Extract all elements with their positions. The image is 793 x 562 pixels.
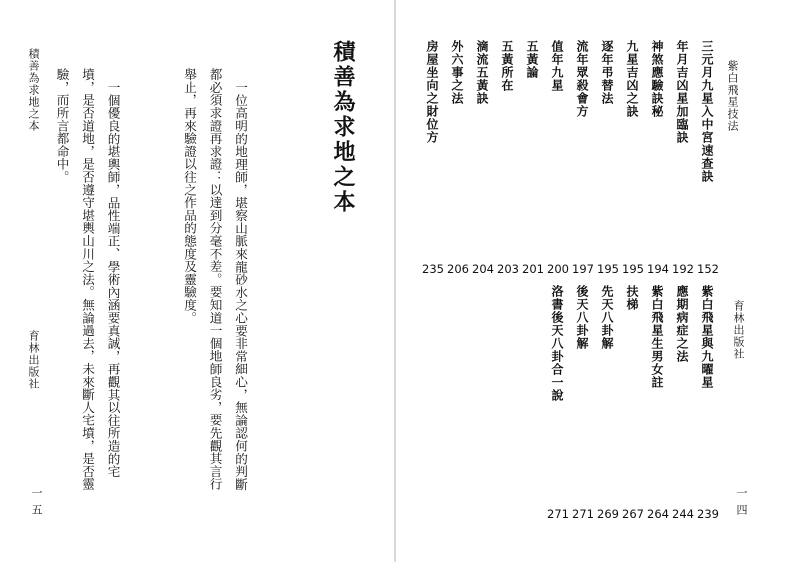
toc-title: 外六事之法 [450,40,464,105]
toc-title: 先天八卦解 [600,285,614,350]
chapter-title: 積善為求地之本 [330,40,355,215]
toc-page: 239 [697,507,719,521]
toc-page: 203 [497,262,519,276]
toc-page: 235 [422,262,444,276]
toc-page: 204 [472,262,494,276]
toc-title: 年月吉凶星加臨訣 [675,40,689,144]
toc-title: 九星吉凶之訣 [625,40,639,118]
toc-page: 194 [647,262,669,276]
paragraph-1: 一位高明的地理師，堪察山脈來龍砂水之心要非常細心，無論認何的判斷都必須求證再求證：以達到分毫不差。要知道一個地師良劣，要先觀其言行舉止，再來驗證以往之作品的態度及靈驗度。 [182,68,248,491]
page-number: 一四 [735,487,748,521]
toc-page: 267 [622,507,644,521]
toc-page: 197 [572,262,594,276]
left-page [0,0,396,562]
publisher: 育林出版社 [27,330,40,390]
toc-title: 扶梯 [625,285,639,311]
running-title: 紫白飛星技法 [726,60,739,132]
right-page [396,0,793,562]
toc-title: 紫白飛星生男女註 [650,285,664,389]
toc-title: 房屋坐向之財位方 [425,40,439,144]
toc-title: 三元月九星入中宮速查訣 [700,40,714,183]
toc-page: 195 [597,262,619,276]
toc-title: 神煞應驗訣秘 [650,40,664,118]
toc-title: 五黃所在 [500,40,514,92]
toc-title: 後天八卦解 [575,285,589,350]
toc-title: 值年九星 [550,40,564,92]
publisher: 育林出版社 [732,300,745,360]
toc-page: 195 [622,262,644,276]
toc-title: 滴流五黃訣 [475,40,489,105]
running-title: 積善為求地之本 [27,48,40,132]
toc-page: 244 [672,507,694,521]
toc-page: 264 [647,507,669,521]
page-number: 一五 [30,487,43,521]
toc-page: 201 [522,262,544,276]
body-text [0,68,304,498]
toc-page: 269 [597,507,619,521]
toc-title: 應期病症之法 [675,285,689,363]
toc-page: 200 [547,262,569,276]
toc-title: 五黃論 [525,40,539,79]
toc-page: 271 [547,507,569,521]
toc-page: 192 [672,262,694,276]
toc-title: 流年眾殺會方 [575,40,589,118]
toc-title: 紫白飛星與九曜星 [700,285,714,389]
toc-title: 洛書後天八卦合一說 [550,285,564,402]
toc-page: 152 [697,262,719,276]
toc-page: 206 [447,262,469,276]
toc-page: 271 [572,507,594,521]
paragraph-2: 一個優良的堪輿師，品性端正、學術內涵要真誠，再觀其以往所造的宅墳，是否道地，是否遵守堪輿山川之法。無論過去，未來斷人宅墳，是否靈驗，而所言都命中。 [54,68,121,491]
toc-title: 逐年弔替法 [600,40,614,105]
